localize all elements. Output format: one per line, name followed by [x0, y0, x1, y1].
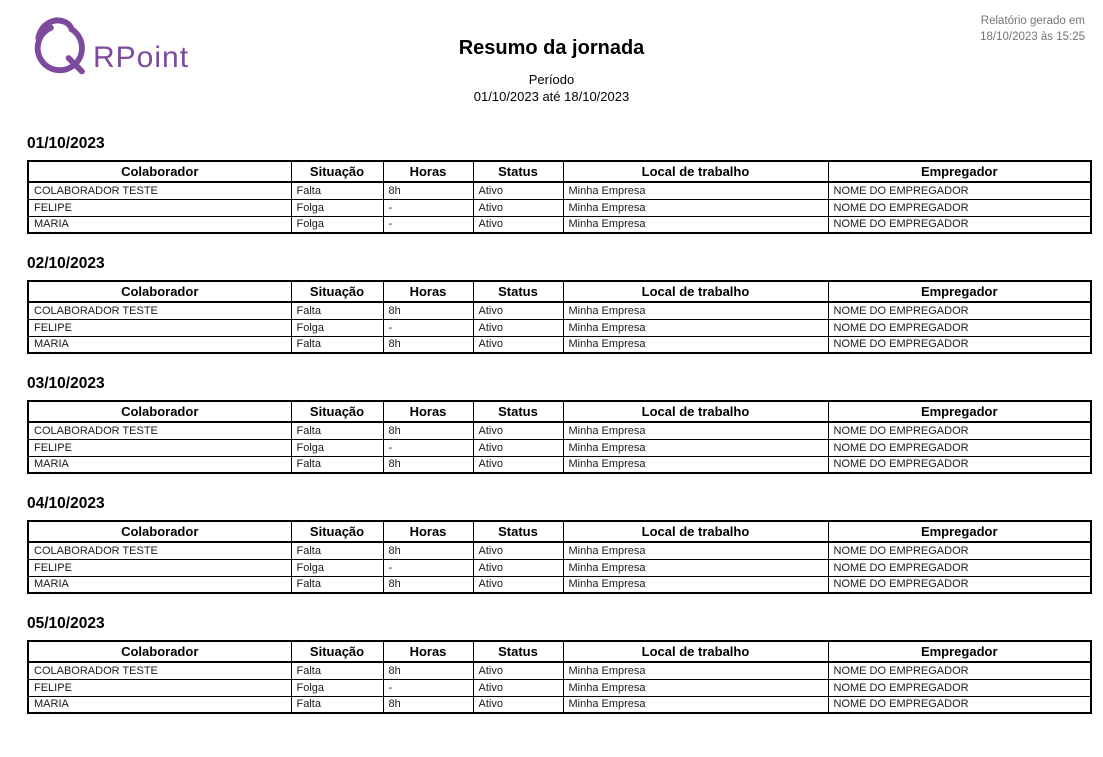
table-cell: MARIA	[28, 456, 291, 473]
table-header-row	[28, 281, 1091, 302]
table-cell: Falta	[291, 576, 383, 593]
table-row	[28, 679, 1091, 696]
table-cell: NOME DO EMPREGADOR	[828, 319, 1091, 336]
table-cell: Folga	[291, 679, 383, 696]
table-cell: Ativo	[473, 542, 563, 559]
table-cell: Ativo	[473, 182, 563, 199]
table-cell: Minha Empresa	[563, 542, 828, 559]
table-cell: FELIPE	[28, 559, 291, 576]
table-row	[28, 456, 1091, 473]
table-cell: Ativo	[473, 662, 563, 679]
column-header: Empregador	[828, 641, 1091, 662]
table-row	[28, 216, 1091, 233]
table-cell: Minha Empresa	[563, 679, 828, 696]
table-cell: COLABORADOR TESTE	[28, 542, 291, 559]
table-cell: -	[383, 559, 473, 576]
table-cell: Folga	[291, 559, 383, 576]
table-cell: 8h	[383, 662, 473, 679]
table-cell: Falta	[291, 542, 383, 559]
table-cell: Folga	[291, 216, 383, 233]
table-cell: NOME DO EMPREGADOR	[828, 216, 1091, 233]
table-cell: Folga	[291, 439, 383, 456]
table-cell: 8h	[383, 422, 473, 439]
column-header: Situação	[291, 521, 383, 542]
table-cell: 8h	[383, 576, 473, 593]
table-cell: Minha Empresa	[563, 319, 828, 336]
table-body	[28, 422, 1091, 473]
table-cell: NOME DO EMPREGADOR	[828, 542, 1091, 559]
table-row	[28, 576, 1091, 593]
column-header: Colaborador	[28, 401, 291, 422]
table-cell: Minha Empresa	[563, 216, 828, 233]
date-section	[27, 135, 1103, 234]
table-cell: NOME DO EMPREGADOR	[828, 576, 1091, 593]
table-cell: -	[383, 439, 473, 456]
table-cell: 8h	[383, 542, 473, 559]
table-header-row	[28, 641, 1091, 662]
column-header: Situação	[291, 401, 383, 422]
table-cell: Folga	[291, 199, 383, 216]
table-row	[28, 662, 1091, 679]
table-header-row	[28, 401, 1091, 422]
column-header: Local de trabalho	[563, 281, 828, 302]
table-cell: -	[383, 199, 473, 216]
column-header: Status	[473, 641, 563, 662]
section-date-heading: 05/10/2023	[27, 615, 105, 632]
table-cell: Ativo	[473, 679, 563, 696]
table-cell: NOME DO EMPREGADOR	[828, 182, 1091, 199]
summary-table	[27, 640, 1092, 714]
table-cell: Minha Empresa	[563, 696, 828, 713]
column-header: Colaborador	[28, 161, 291, 182]
section-date-heading: 02/10/2023	[27, 255, 105, 272]
table-cell: Ativo	[473, 336, 563, 353]
table-cell: Ativo	[473, 422, 563, 439]
table-row	[28, 422, 1091, 439]
table-cell: FELIPE	[28, 439, 291, 456]
table-body	[28, 662, 1091, 713]
column-header: Empregador	[828, 281, 1091, 302]
table-row	[28, 182, 1091, 199]
summary-table	[27, 160, 1092, 234]
table-cell: Minha Empresa	[563, 182, 828, 199]
table-cell: Ativo	[473, 216, 563, 233]
date-section	[27, 375, 1103, 474]
table-cell: Falta	[291, 302, 383, 319]
column-header: Horas	[383, 641, 473, 662]
generated-info-line1: Relatório gerado em	[980, 15, 1085, 27]
table-cell: Falta	[291, 182, 383, 199]
column-header: Empregador	[828, 521, 1091, 542]
column-header: Horas	[383, 281, 473, 302]
table-cell: MARIA	[28, 576, 291, 593]
column-header: Horas	[383, 161, 473, 182]
table-body	[28, 182, 1091, 233]
table-row	[28, 199, 1091, 216]
table-cell: COLABORADOR TESTE	[28, 302, 291, 319]
period-label: Período	[528, 72, 575, 87]
table-row	[28, 439, 1091, 456]
table-cell: Minha Empresa	[563, 576, 828, 593]
table-cell: Minha Empresa	[563, 422, 828, 439]
table-cell: NOME DO EMPREGADOR	[828, 662, 1091, 679]
generated-info	[980, 14, 1085, 45]
section-date-heading: 04/10/2023	[27, 495, 105, 512]
column-header: Situação	[291, 161, 383, 182]
table-cell: Minha Empresa	[563, 439, 828, 456]
column-header: Colaborador	[28, 641, 291, 662]
table-cell: MARIA	[28, 216, 291, 233]
table-cell: COLABORADOR TESTE	[28, 662, 291, 679]
qrpoint-logo	[28, 16, 189, 78]
report-title: Resumo da jornada	[458, 37, 645, 59]
table-cell: NOME DO EMPREGADOR	[828, 439, 1091, 456]
column-header: Situação	[291, 641, 383, 662]
column-header: Horas	[383, 521, 473, 542]
table-cell: Falta	[291, 662, 383, 679]
date-section	[27, 615, 1103, 714]
summary-table	[27, 520, 1092, 594]
period-value: 01/10/2023 até 18/10/2023	[473, 89, 630, 104]
date-section	[27, 495, 1103, 594]
column-header: Situação	[291, 281, 383, 302]
table-cell: COLABORADOR TESTE	[28, 182, 291, 199]
qrpoint-q-icon	[28, 16, 90, 78]
table-cell: Minha Empresa	[563, 559, 828, 576]
table-cell: -	[383, 679, 473, 696]
table-cell: Folga	[291, 319, 383, 336]
table-header-row	[28, 521, 1091, 542]
table-cell: 8h	[383, 302, 473, 319]
generated-info-line2: 18/10/2023 às 15:25	[980, 30, 1085, 43]
table-row	[28, 542, 1091, 559]
summary-table	[27, 400, 1092, 474]
table-row	[28, 559, 1091, 576]
table-cell: Ativo	[473, 439, 563, 456]
column-header: Local de trabalho	[563, 401, 828, 422]
table-row	[28, 319, 1091, 336]
table-cell: NOME DO EMPREGADOR	[828, 199, 1091, 216]
table-cell: 8h	[383, 182, 473, 199]
column-header: Status	[473, 521, 563, 542]
table-cell: NOME DO EMPREGADOR	[828, 336, 1091, 353]
table-body	[28, 302, 1091, 353]
table-row	[28, 696, 1091, 713]
date-section	[27, 255, 1103, 354]
table-cell: NOME DO EMPREGADOR	[828, 422, 1091, 439]
table-cell: Minha Empresa	[563, 302, 828, 319]
table-cell: Ativo	[473, 456, 563, 473]
table-cell: Minha Empresa	[563, 336, 828, 353]
column-header: Local de trabalho	[563, 641, 828, 662]
table-header-row	[28, 161, 1091, 182]
column-header: Colaborador	[28, 521, 291, 542]
table-cell: MARIA	[28, 696, 291, 713]
table-cell: Falta	[291, 336, 383, 353]
table-cell: -	[383, 216, 473, 233]
table-cell: Minha Empresa	[563, 456, 828, 473]
table-cell: NOME DO EMPREGADOR	[828, 679, 1091, 696]
column-header: Local de trabalho	[563, 521, 828, 542]
table-cell: Falta	[291, 422, 383, 439]
table-cell: Ativo	[473, 199, 563, 216]
table-cell: -	[383, 319, 473, 336]
table-cell: NOME DO EMPREGADOR	[828, 302, 1091, 319]
table-cell: Ativo	[473, 319, 563, 336]
table-cell: Falta	[291, 696, 383, 713]
table-cell: FELIPE	[28, 319, 291, 336]
section-date-heading: 01/10/2023	[27, 135, 105, 152]
table-cell: 8h	[383, 456, 473, 473]
column-header: Colaborador	[28, 281, 291, 302]
table-cell: Minha Empresa	[563, 199, 828, 216]
table-cell: Ativo	[473, 576, 563, 593]
table-cell: NOME DO EMPREGADOR	[828, 456, 1091, 473]
column-header: Status	[473, 401, 563, 422]
table-cell: 8h	[383, 696, 473, 713]
table-cell: Ativo	[473, 302, 563, 319]
table-cell: Falta	[291, 456, 383, 473]
column-header: Empregador	[828, 401, 1091, 422]
table-cell: NOME DO EMPREGADOR	[828, 696, 1091, 713]
table-cell: Ativo	[473, 696, 563, 713]
summary-table	[27, 280, 1092, 354]
table-cell: Ativo	[473, 559, 563, 576]
column-header: Local de trabalho	[563, 161, 828, 182]
table-cell: NOME DO EMPREGADOR	[828, 559, 1091, 576]
table-cell: FELIPE	[28, 199, 291, 216]
table-body	[28, 542, 1091, 593]
table-cell: Minha Empresa	[563, 662, 828, 679]
table-row	[28, 302, 1091, 319]
report-sections	[0, 135, 1103, 714]
table-cell: MARIA	[28, 336, 291, 353]
table-cell: FELIPE	[28, 679, 291, 696]
table-cell: 8h	[383, 336, 473, 353]
logo-brand-text: RPoint	[93, 41, 190, 74]
column-header: Status	[473, 161, 563, 182]
column-header: Status	[473, 281, 563, 302]
section-date-heading: 03/10/2023	[27, 375, 105, 392]
table-row	[28, 336, 1091, 353]
column-header: Horas	[383, 401, 473, 422]
column-header: Empregador	[828, 161, 1091, 182]
table-cell: COLABORADOR TESTE	[28, 422, 291, 439]
